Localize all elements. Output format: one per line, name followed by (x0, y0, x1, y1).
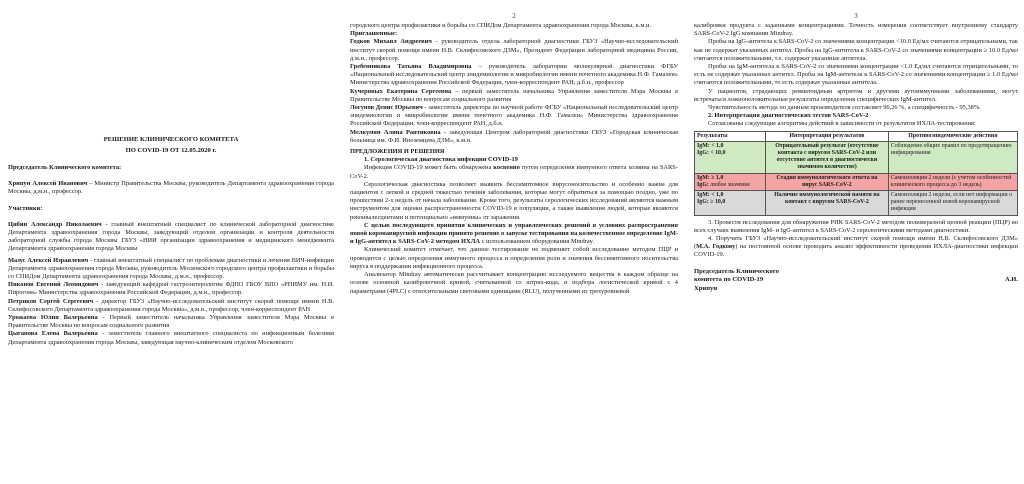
section1-heading: 1. Серологическая диагностика инфекции COVID-19 (364, 156, 518, 164)
chair-heading: Председатель Клинического комитета: (8, 164, 122, 171)
table-header-cell: Интерпретация результатов (766, 131, 889, 141)
participant-name: Урожаева Юлия Валерьевна (8, 314, 98, 322)
table-row (695, 173, 1018, 190)
participant-entry (8, 281, 334, 297)
invited-description: - заместитель директора по научной работе ФГБУ «Национальный исследовательский центр эпидемиологии и микробиологии имени почетного академика Н.Ф. Гамалеи» Министерства здравоохранения Российской Федерации, член-корреспондент РАН, д.б.н. (350, 104, 678, 128)
text-run-bold: С целью последующего принятия клинических и управленческих решений в условиях распространения новой коронавирусной инфекции принято решение о запуске тестирования на количественное определение IgM- и IgG-антител к SARS-CoV-2 методом ИХЛА (350, 221, 678, 246)
result-line: IgM: < 1,0 (697, 192, 724, 199)
text-run: с использованием оборудования Mindray. (480, 238, 595, 246)
invited-name: Кучерявых Екатерина Сергеевна (350, 87, 452, 95)
signature-line (694, 268, 1018, 277)
invited-name: Годков Михаил Андреевич (350, 38, 432, 46)
result-cell (695, 173, 766, 190)
continuation-text: городского центра профилактики и борьбы со СПИДом Департамента здравоохранения города Москвы, к.м.н. (350, 22, 651, 29)
page3-paragraph3: Пробы на IgM-антитела к SARS-CoV-2 со значениями концентрации <1.0 Ед/мл считаются отрицательными, то есть не содержат указанных антител. Пробы на IgM-антитела к SARS-CoV-2 со значениями концентрации ≥ 1.0 Ед/мл считаются положительными, то есть содержат указанные антитела. (694, 63, 1018, 87)
invited-list (350, 38, 678, 145)
result-value: любое значение (710, 181, 751, 188)
signature-line (694, 276, 1018, 285)
invited-entry (350, 63, 678, 88)
invited-name: Логунов Денис Юрьевич (350, 104, 423, 112)
invited-name: Мелкумян Алина Рантиковна (350, 128, 441, 136)
participant-name: Петриков Сергей Сергеевич (8, 297, 94, 305)
text-run: 4. Поручить ГБУЗ «Научно-исследовательский институт скорой помощи имени Н.В. Склифосовского ДЗМ» ( (694, 235, 1018, 251)
table-header-cell: Результаты (695, 131, 766, 141)
invited-entry (350, 88, 678, 104)
signature-text: Председатель Клинического (694, 267, 779, 275)
text-run: путем определения иммунного ответа хозяина на SARS-CoV-2. (350, 164, 678, 180)
interpretation-cell: Отрицательный результат (отсутствие контакта с вирусом SARS-CoV-2 или отсутствие антител в диагностически значимом количестве) (766, 141, 889, 173)
result-line (697, 182, 763, 189)
document-title-line2: ПО COVID-19 ОТ 12.05.2020 г. (125, 147, 217, 154)
document-page-1 (0, 0, 340, 484)
participant-name: Мазус Алексей Израилевич (8, 256, 89, 264)
interpretation-cell: Наличие иммунологической памяти на контакт с вирусом SARS-CoV-2 (766, 191, 889, 216)
participant-description: - заведующий кафедрой гастроэнтерологии ФДПО ГБОУ ВПО «РНИМУ им. Н.И. Пирогова» Министерства здравоохранения Российской Федерации, д.м.н., профессор. (8, 281, 334, 297)
invited-description: - руководитель отдела лабораторной диагностики ГБУЗ «Научно-исследовательский институт скорой помощи имени Н.В. Склифосовского ДЗМ», Президент Федерации лабораторной медицины России, д.м.н., профессор. (350, 38, 678, 62)
text-run: ) на постоянной основе проводить анализ эффективности проведения ИХЛА-диагностики инфекции COVID-19. (694, 243, 1018, 259)
section1-paragraph2: Серологическая диагностика позволяет выявить бессимптомное вирусоносительство и особенно важна для пациентов с легкой и средней тяжестью течения заболевания, которые могут обратиться за помощью поздно, уже по прошествии 2-х недель от начала заболевания. Кроме того, результаты серологических исследований являются важным инструментом для оценки распространенности COVID-19 в популяции, а также выявления людей, которые являются реконвалесцентами и потенциально «иммунны» от заражения. (350, 180, 678, 221)
participant-description: - главный внештатный специалист по проблемам диагностики и лечения ВИЧ-инфекции Департамента здравоохранения города Москвы, руководитель Московского городского центра профилактики и борьбы со СПИДом Департамента здравоохранения города Москвы, д.м.н., профессор. (8, 256, 334, 281)
action-cell: Самоизоляция 2 недели, если нет информации о ранее перенесенной новой коронавирусной инфекции (888, 191, 1017, 216)
table-row (695, 141, 1018, 173)
document-page-3 (688, 0, 1024, 484)
participant-description: - главный внештатный специалист по клинической лабораторной диагностике Департамента здравоохранения города Москвы, заведующий отделом организации и контроля деятельности лабораторной службы города Москвы ГБУЗ «НИИ организации здравоохранения и медицинского менеджмента Департамента здравоохранения города Москвы (8, 220, 334, 253)
text-run-bold: косвенно (493, 164, 520, 172)
signature-initials: А.И. (1004, 276, 1018, 284)
page3-paragraph1: калибровки продукта с заданными концентрациями. Точность измерения соответствует внутреннему стандарту SARS-CoV-2 IgG компании Mindray. (694, 22, 1018, 38)
participant-entry (8, 314, 334, 330)
participant-name: Цыганова Елена Валерьевна (8, 330, 98, 338)
invited-entry (350, 129, 678, 145)
participant-entry (8, 330, 334, 346)
document-page-2 (344, 0, 684, 484)
document-title-line1: РЕШЕНИЕ КЛИНИЧЕСКОГО КОМИТЕТА (103, 136, 239, 143)
item4-paragraph (694, 235, 1018, 260)
result-line: IgM: < 1,0 (697, 142, 724, 149)
section1-paragraph3 (350, 222, 678, 247)
result-line: IgM: ≥ 1,0 (697, 174, 724, 181)
result-cell (695, 141, 766, 173)
chair-name: Хрипун Алексей Иванович (8, 180, 88, 188)
section1-paragraph1 (350, 164, 678, 180)
participants-list (8, 221, 334, 347)
invited-name: Гребенникова Татьяна Владимировна (350, 63, 472, 71)
participant-description: - директор ГБУЗ «Научно-исследовательский институт скорой помощи имени Н.В. Склифосовского Департамента здравоохранения города Москвы», д.м.н., профессор, член-корреспондент РАН (8, 297, 334, 313)
section2-intro: Согласованы следующие алгоритмы действий в зависимости от результатов ИХЛА-тестирования: (708, 120, 976, 128)
section1-paragraph4: Клинический комитет отмечает, что данное тестирование не подменяет собой исследование методом ПЦР и проводится с целью определения иммунного процесса и определения роли и значения бессимптомного носительства вируса в поддержании инфекционного процесса. (350, 246, 678, 270)
table-row (695, 191, 1018, 216)
invited-entry (350, 104, 678, 129)
result-cell (695, 191, 766, 216)
result-line: IgG: ≥ 10,0 (697, 199, 726, 206)
participant-entry (8, 257, 334, 282)
participant-name: Цибин Александр Николаевич (8, 220, 102, 228)
invited-entry (350, 38, 678, 63)
page3-paragraph5: Чувствительность метода по данным производителя составляет 96,26 %, а специфичность - 95,38%. (708, 104, 981, 112)
page3-paragraph4: У пациентов, страдающих ревматоидным артритом и другими аутоиммунными заболеваниями, могут встречаться ложноположительные результаты определения специфических IgM-антител. (694, 87, 1018, 103)
participant-name: Никонов Евгений Леонидович (8, 281, 99, 289)
invited-description: - заведующая Центром лабораторной диагностики ГБУЗ «Городская клиническая больница им. Ф.И. Иноземцева ДЗМ», к.м.н. (350, 128, 678, 144)
participant-description: - заместитель главного внештатного специалиста по инфекционным болезням Департамента здравоохранения города Москвы, заведующая научно-клиническим отделом Московского (8, 330, 334, 346)
participant-entry (8, 298, 334, 314)
action-cell: Соблюдение общих правил по предотвращению инфицирования (888, 141, 1017, 173)
chair-entry (8, 180, 334, 196)
result-line: IgG: < 10,0 (697, 150, 726, 157)
item3-paragraph: 3. Провести исследования для обнаружения РНК SARS-CoV-2 методом полимеразной цепной реакции (ПЦР) во всех случаях выявления IgM- и IgG-антител к SARS-CoV-2 серологическими методами диагностики. (694, 218, 1018, 234)
decisions-heading: ПРЕДЛОЖЕНИЯ И РЕШЕНИЯ (350, 148, 445, 156)
section1-paragraph5: Анализатор Mindray автоматически рассчитывает концентрацию исследуемого вещества в каждом образце на основе основной калибровочной кривой, считываемой со штрих-кода, и подбора логистической кривой с 4 параметрами (4PLC) с относительными световыми единицами (RLU), полученными из трехуровневой (350, 271, 678, 295)
participants-heading: Участники: (8, 204, 43, 212)
table-header-cell: Противоэпидемические действия (888, 131, 1017, 141)
invited-description: – руководитель лаборатории молекулярной диагностики ФГБУ «Национальный исследовательский центр эпидемиологии и микробиологии имени почетного академика Н.Ф. Гамалеи» Министерства здравоохранения Российской Федерации, член-корреспондент РАН, д.б.н., профессор (350, 63, 678, 87)
signature-text: комитета по COVID-19 (694, 276, 764, 284)
text-run: Инфекция COVID-19 может быть обнаружена (364, 164, 494, 172)
signature-line (694, 285, 1018, 294)
interpretation-cell: Стадия иммунологического ответа на вирус SARS-CoV-2 (766, 173, 889, 190)
chair-description: – Министр Правительства Москвы, руководитель Департамента здравоохранения города Москвы, д.м.н., профессор. (8, 180, 335, 196)
participant-description: - Первый заместитель начальника Управления заместителя Мэра Москвы в Правительстве Москвы по вопросам социального развития (8, 314, 334, 330)
result-label: IgG: (697, 181, 709, 188)
page-number: 2 (512, 12, 516, 20)
page-number: 3 (854, 12, 858, 20)
invited-description: – первый заместитель начальника Управления заместителя Мэра Москвы в Правительстве Москвы по вопросам социального развития (350, 87, 678, 103)
page3-paragraph2: Пробы на IgG-антитела к SARS-CoV-2 со значениями концентрации <10.0 Ед/мл считаются отрицательными, так как не содержат указанных антител. Пробы на IgG-антитела к SARS-CoV-2 со значениями концентрации ≥ 10.0 Ед/мл считаются положительными, т.е. содержат указанные антитела. (694, 38, 1018, 62)
participant-entry (8, 221, 334, 254)
invited-heading: Приглашенные: (350, 30, 398, 38)
interpretation-table (694, 131, 1018, 216)
action-cell: Самоизоляция 2 недели (с учетом особенностей клинического процесса до 3 недель) (888, 173, 1017, 190)
section2-heading: 2. Интерпретация диагностических тестов SARS-CoV-2 (708, 112, 869, 120)
table-header-row (695, 131, 1018, 141)
signature-block (694, 268, 1018, 294)
text-run-bold: М.А. Годкову (696, 243, 736, 251)
signature-text: Хрипун (694, 284, 718, 292)
